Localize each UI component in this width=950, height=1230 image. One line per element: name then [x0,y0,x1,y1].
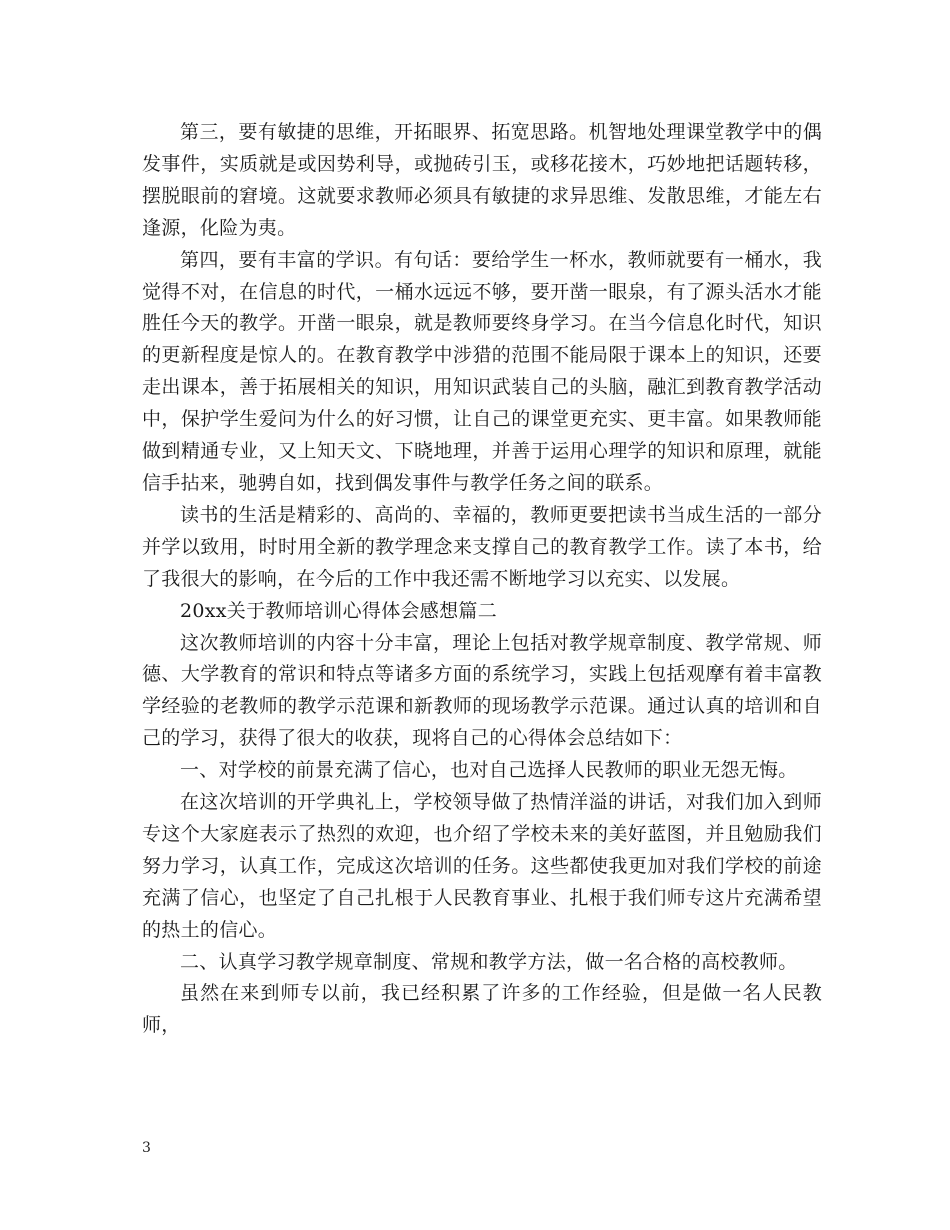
paragraph-opening-ceremony: 在这次培训的开学典礼上，学校领导做了热情洋溢的讲话，对我们加入到师专这个大家庭表示了热烈的欢迎，也介绍了学校未来的美好蓝图，并且勉励我们努力学习，认真工作，完成这次培训的任务。这些都使我更加对我们学校的前途充满了信心，也坚定了自己扎根于人民教育事业、扎根于我们师专这片充满希望的热土的信心。 [142,791,822,941]
paragraph-fourth-point: 第四，要有丰富的学识。有句话：要给学生一杯水，教师就要有一桶水，我觉得不对，在信息的时代，一桶水远远不够，要开凿一眼泉，有了源头活水才能胜任今天的教学。开凿一眼泉，就是教师要终身学习。在当今信息化时代，知识的更新程度是惊人的。在教育教学中涉猎的范围不能局限于课本上的知识，还要走出课本，善于拓展相关的知识，用知识武装自己的头脑，融汇到教育教学活动中，保护学生爱问为什么的好习惯，让自己的课堂更充实、更丰富。如果教师能做到精通专业，又上知天文、下晓地理，并善于运用心理学的知识和原理，就能信手拈来，驰骋自如，找到偶发事件与教学任务之间的联系。 [142,248,822,494]
point-one-heading: 一、对学校的前景充满了信心，也对自己选择人民教师的职业无怨无悔。 [180,759,798,782]
section-heading: 20xx关于教师培训心得体会感想篇二 [180,599,498,622]
page-number: 3 [142,1140,151,1156]
paragraph-experience: 虽然在来到师专以前，我已经积累了许多的工作经验，但是做一名人民教师， [142,982,822,1037]
point-two-heading: 二、认真学习教学规章制度、常规和教学方法，做一名合格的高校教师。 [180,950,798,973]
paragraph-third-point: 第三，要有敏捷的思维，开拓眼界、拓宽思路。机智地处理课堂教学中的偶发事件，实质就是或因势利导，或抛砖引玉，或移花接木，巧妙地把话题转移，摆脱眼前的窘境。这就要求教师必须具有敏捷的求异思维、发散思维，才能左右逢源，化险为夷。 [142,121,822,239]
paragraph-reading-life: 读书的生活是精彩的、高尚的、幸福的，教师更要把读书当成生活的一部分并学以致用，时时用全新的教学理念来支撑自己的教育教学工作。读了本书，给了我很大的影响，在今后的工作中我还需不断地学习以充实、以发展。 [142,503,822,590]
paragraph-training-content: 这次教师培训的内容十分丰富，理论上包括对教学规章制度、教学常规、师德、大学教育的常识和特点等诸多方面的系统学习，实践上包括观摩有着丰富教学经验的老教师的教学示范课和新教师的现场教学示范课。通过认真的培训和自己的学习，获得了很大的收获，现将自己的心得体会总结如下： [142,631,822,750]
document-body [142,117,822,1042]
